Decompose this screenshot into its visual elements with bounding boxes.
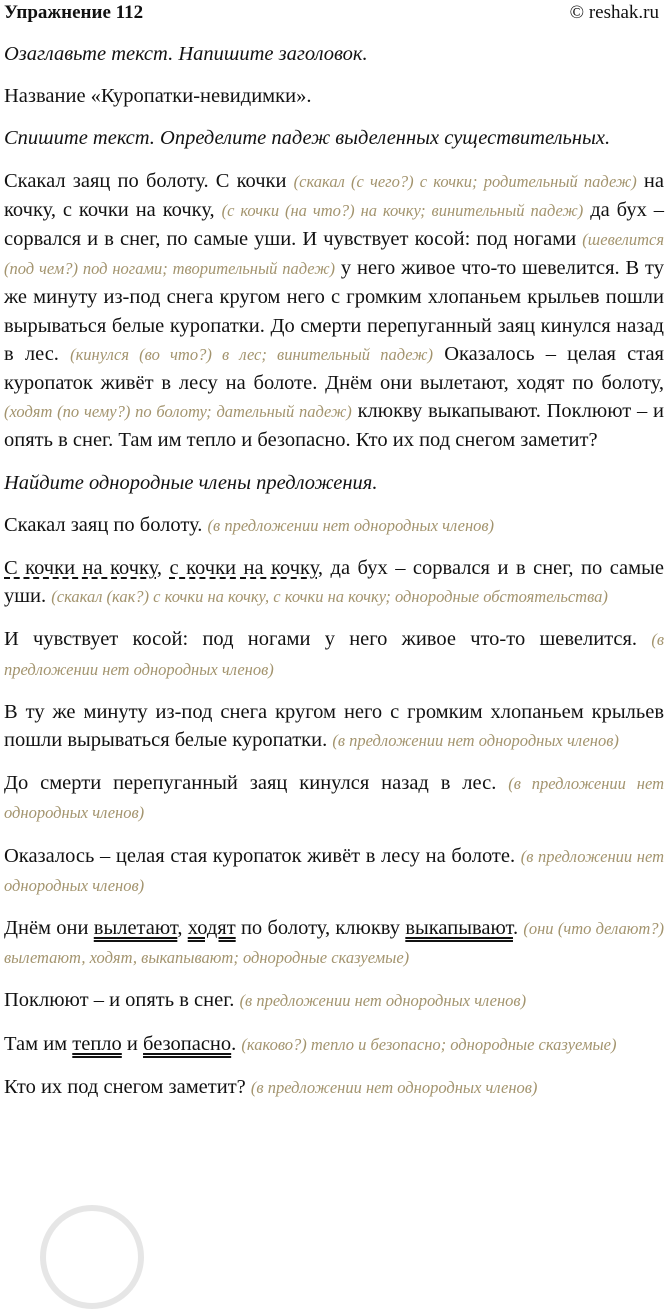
sentence-8	[4, 986, 664, 1015]
text-part: Оказалось – целая стая куропаток живёт в лесу на болоте. Днём они вылетают, ходят по болоту,	[4, 342, 664, 395]
task1-instruction: Озаглавьте текст. Напишите заголовок.	[4, 43, 368, 65]
homogeneous-member: безопасно	[143, 1032, 232, 1055]
homogeneous-member: выкапывают	[405, 917, 513, 940]
sentence-text: Там им	[4, 1032, 73, 1055]
sentence-hint: (в предложении нет однородных членов)	[332, 731, 619, 751]
text-part: клюкву выкапывают. Поклюют – и опять в снег. Там им тепло и безопасно. Кто их под снегом заметит?	[4, 400, 664, 452]
sentence-text: ,	[156, 557, 170, 580]
sentence-7	[4, 914, 664, 972]
task1-answer: Название «Куропатки-невидимки».	[4, 85, 312, 108]
sentence-5	[4, 769, 664, 827]
exercise-content	[4, 40, 664, 1116]
sentence-2	[4, 554, 664, 611]
text-part: на кочку, с кочки на кочку,	[4, 169, 664, 221]
sentence-6	[4, 842, 664, 900]
case-hint: (кинулся (во что?) в лес; винительный падеж)	[70, 344, 434, 364]
exercise-title: Упражнение 112	[4, 2, 144, 23]
case-hint: (шевелится (под чем?) под ногами; творительный падеж)	[4, 230, 664, 279]
sentence-text: , да бух – сорвался и в снег, по самые уши.	[4, 557, 665, 608]
sentence-text: .	[512, 917, 524, 940]
page-header	[4, 0, 659, 26]
homogeneous-member: ходят	[187, 917, 236, 940]
sentence-hint: (в предложении нет однородных членов)	[4, 630, 664, 679]
site-label: © reshak.ru	[569, 2, 659, 23]
text-part: у него живое что-то шевелится. В ту же минуту из-под снега кругом него с громким хлопаньем крыльев пошли вырываться белые куропатки. До смерти перепуганный заяц кинулся назад в лес.	[4, 257, 664, 365]
task2-instruction: Спишите текст. Определите падеж выделенных существительных.	[4, 127, 611, 150]
task3-instruction: Найдите однородные члены предложения.	[4, 471, 378, 494]
sentence-text: Скакал заяц по болоту.	[4, 513, 208, 536]
sentence-hint: (они (что делают?) вылетают, ходят, выкапывают; однородные сказуемые)	[4, 919, 665, 968]
sentence-3	[4, 625, 664, 683]
sentence-text: Кто их под снегом заметит?	[4, 1075, 251, 1098]
homogeneous-member: тепло	[72, 1032, 122, 1055]
sentence-text: ,	[177, 917, 188, 940]
text-part: да бух – сорвался и в снег, по самые уши. И чувствует косой: под ногами	[4, 198, 664, 251]
sentence-hint: (скакал (как?) с кочки на кочку, с кочки на кочку; однородные обстоятельства)	[51, 587, 608, 607]
sentence-text: и	[121, 1032, 144, 1055]
sentence-10	[4, 1073, 664, 1102]
sentence-text: Оказалось – целая стая куропаток живёт в лесу на болоте.	[4, 844, 521, 867]
homogeneous-member: С кочки на кочку	[4, 557, 157, 580]
sentence-hint: (в предложении нет однородных членов)	[4, 846, 665, 895]
case-hint: (с кочки (на что?) на кочку; винительный падеж)	[221, 200, 584, 220]
sentence-text: В ту же минуту из-под снега кругом него с громким хлопаньем крыльев пошли вырываться белые куропатки.	[4, 700, 664, 752]
sentence-9	[4, 1030, 664, 1059]
sentence-text: До смерти перепуганный заяц кинулся назад в лес.	[4, 772, 509, 795]
text-part: Скакал заяц по болоту. С кочки	[4, 169, 294, 192]
sentence-hint: (в предложении нет однородных членов)	[250, 1077, 538, 1097]
task2-text	[4, 167, 664, 455]
sentence-text: Поклюют – и опять в снег.	[4, 989, 240, 1012]
sentence-text: И чувствует косой: под ногами у него живое что-то шевелится.	[4, 628, 652, 651]
sentence-hint: (в предложении нет однородных членов)	[207, 515, 495, 535]
watermark-circle-icon	[40, 1205, 144, 1309]
homogeneous-member: вылетают	[93, 917, 178, 940]
sentence-1	[4, 511, 664, 540]
homogeneous-member: с кочки на кочку	[169, 557, 318, 580]
case-hint: (скакал (с чего?) с кочки; родительный падеж)	[293, 171, 637, 191]
sentence-text: .	[231, 1032, 242, 1055]
sentence-text: по болоту, клюкву	[235, 917, 406, 940]
case-hint: (ходят (по чему?) по болоту; дательный падеж)	[4, 402, 352, 422]
sentence-hint: (в предложении нет однородных членов)	[4, 774, 664, 823]
sentence-hint: (каково?) тепло и безопасно; однородные сказуемые)	[241, 1034, 617, 1054]
sentence-4	[4, 698, 664, 755]
sentence-hint: (в предложении нет однородных членов)	[239, 991, 527, 1011]
sentence-text: Днём они	[4, 917, 94, 940]
